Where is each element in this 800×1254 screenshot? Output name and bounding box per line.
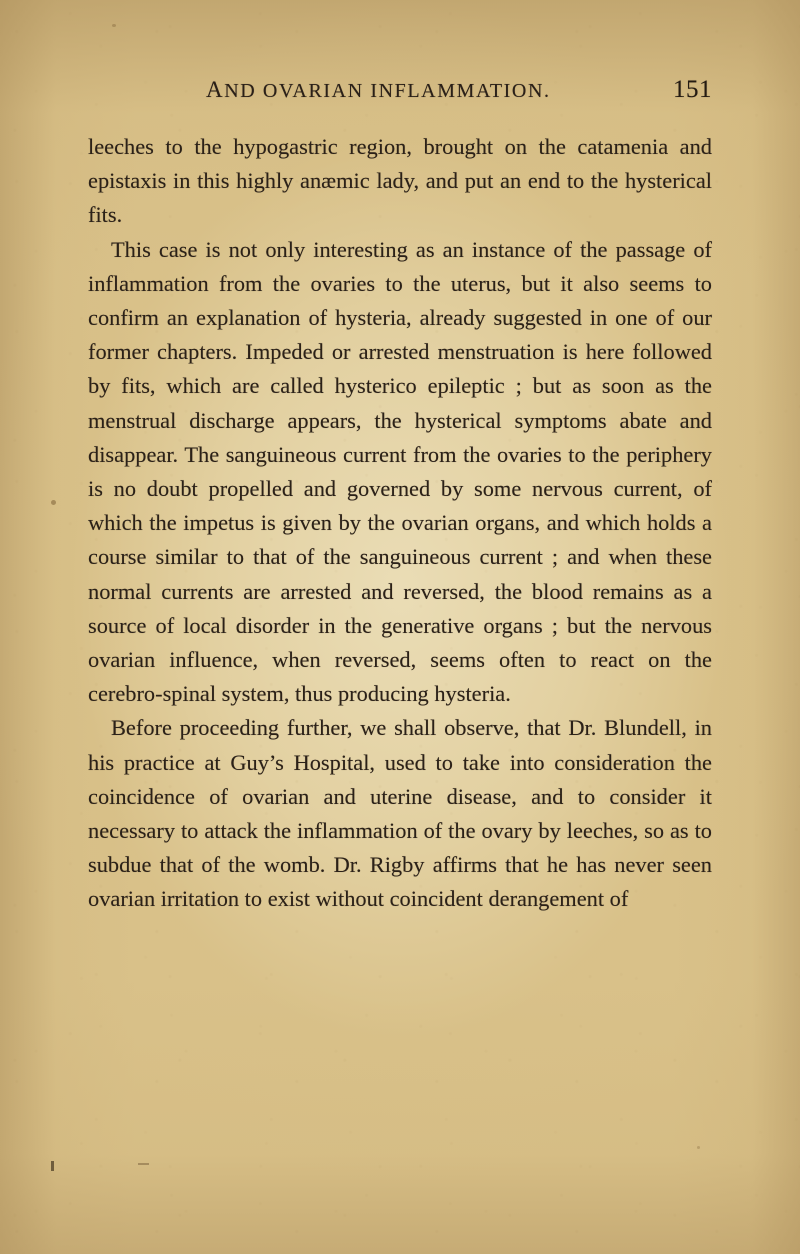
running-head-title: AND OVARIAN INFLAMMATION. bbox=[206, 77, 551, 102]
page-number: 151 bbox=[673, 76, 712, 103]
margin-ink-smudge bbox=[138, 1163, 149, 1165]
paper-speck bbox=[697, 1146, 700, 1149]
paper-speck bbox=[51, 500, 56, 505]
paragraph-continuation: leeches to the hypogastric region, brought on the catamenia and epistaxis in this highly anæmic lady, and put an end to the hysterical fits. bbox=[88, 134, 712, 228]
margin-ink-mark bbox=[51, 1161, 54, 1171]
paragraph-case-discussion: This case is not only interesting as an instance of the passage of inflammation from the ovaries to the uterus, but it also seems to confirm an explanation of hysteria, already suggested in one of our former chapters. Impeded or arrested menstruation is here followed by fits, which are called hysterico epileptic ; but as soon as the menstrual discharge appears, the hysterical symptoms abate and disappear. The sanguineous current from the ovaries to the periphery is no doubt propelled and governed by some nervous current, of which the impetus is given by the ovarian organs, and which holds a course similar to that of the sanguineous current ; and when these normal currents are arrested and reversed, the blood remains as a source of local disorder in the generative organs ; but the nervous ovarian influence, when reversed, seems often to react on the cerebro-spinal system, thus producing hysteria. bbox=[88, 236, 712, 707]
page-body-text bbox=[88, 130, 712, 917]
paper-speck bbox=[112, 24, 116, 27]
running-head bbox=[88, 76, 712, 106]
paragraph-blundell-rigby: Before proceeding further, we shall observe, that Dr. Blundell, in his practice at Guy’s Hospital, used to take into consideration the coincidence of ovarian and uterine disease, and to consider it necessary to attack the inflammation of the ovary by leeches, so as to subdue that of the womb. Dr. Rigby affirms that he has never seen ovarian irritation to exist without coincident derangement of bbox=[88, 715, 712, 912]
